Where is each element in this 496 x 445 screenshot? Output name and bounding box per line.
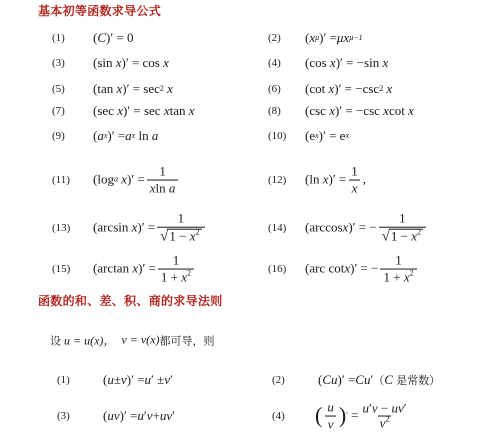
- formula-row-5: [0, 128, 496, 143]
- formula-row-8: [0, 252, 496, 285]
- formula-number: (14): [268, 222, 287, 234]
- rule-number: (3): [57, 410, 70, 422]
- section-title-derivative-rules: 函数的和、差、积、商的求导法则: [38, 294, 223, 308]
- formula-row-1: [0, 30, 496, 45]
- rule-row-1: [0, 372, 496, 387]
- formula-number: (3): [52, 57, 65, 69]
- formula-sec: (sec x )′ = sec x tan x: [93, 103, 195, 118]
- formula-power: ( x μ )′ = μx μ−1: [305, 30, 363, 45]
- formula-number: (12): [268, 174, 287, 186]
- formula-number: (8): [268, 105, 281, 117]
- formula-number: (4): [268, 57, 281, 69]
- rule-constant-multiple: ( Cu )′ = Cu ′ （ C 是常数）: [318, 372, 441, 387]
- intro-suffix: 都可导，则: [159, 334, 215, 347]
- formula-row-3: [0, 81, 496, 96]
- formula-cos: (cos x )′ = −sin x: [305, 55, 389, 70]
- formula-arctan: (arctan x )′ = $\frac{1}{1 + x^2}$: [93, 254, 196, 285]
- formula-tan: (tan x )′ = sec 2 x: [93, 81, 173, 96]
- intro-u-definition: u = u(x)，: [64, 333, 116, 348]
- rule-note-text: 是常数）: [396, 374, 441, 387]
- rule-note-open: （: [373, 374, 385, 387]
- rule-row-2: [0, 399, 496, 432]
- rule-number: (4): [272, 410, 285, 422]
- formula-number: (11): [52, 174, 70, 186]
- intro-prefix: 设: [50, 334, 61, 347]
- intro-text: [50, 332, 215, 349]
- rule-number: (1): [57, 374, 70, 386]
- formula-row-2: [0, 55, 496, 70]
- formula-number: (16): [268, 263, 287, 275]
- formula-number: (6): [268, 83, 281, 95]
- rule-sum-difference: ( u ± v )′ = u ′ ± v ′: [103, 372, 173, 387]
- formula-logarithm: (log a x )′ = $\frac{1}{\text{xln a}}$: [93, 165, 180, 196]
- rule-quotient: ( $\frac{u}{v}$ ) ′ = $\frac{u'v - uv'}{v^2}$: [315, 399, 407, 432]
- formula-row-6: [0, 163, 496, 196]
- formula-number: (15): [52, 263, 71, 275]
- intro-v-definition: v = v(x): [121, 332, 160, 347]
- formula-natural-exponential: (e x )′ = e x: [305, 128, 350, 143]
- formula-arcsin: (arcsin x )′ = 1 √ $1 - x^2$: [93, 212, 207, 245]
- formula-sin: (sin x )′ = cos x: [93, 55, 169, 70]
- rule-note-c: C: [384, 372, 393, 387]
- formula-number: (13): [52, 222, 71, 234]
- formula-row-4: [0, 103, 496, 118]
- formula-number: (5): [52, 83, 65, 95]
- section-title-basic-derivatives: 基本初等函数求导公式: [38, 4, 162, 18]
- rule-number: (2): [272, 374, 285, 386]
- formula-cot: (cot x )′ = −csc 2 x: [305, 81, 393, 96]
- formula-number: (2): [268, 32, 281, 44]
- formula-row-7: [0, 210, 496, 245]
- formula-exponential: ( a x )′ = a x ln a: [93, 128, 159, 143]
- formula-natural-log: (ln x )′ = $\frac{1}{x}$ ,: [305, 163, 366, 196]
- formula-number: (7): [52, 105, 65, 117]
- rules-intro: [0, 332, 496, 348]
- formula-number: (10): [268, 130, 287, 142]
- formula-number: (9): [52, 130, 65, 142]
- formula-arccot: (arc cot x )′ = − $\frac{1}{1 + x^2}$: [305, 254, 419, 285]
- formula-constant: ( C )′ = 0: [93, 30, 134, 45]
- formula-number: (1): [52, 32, 65, 44]
- formula-arccos: (arccos x )′ = − 1 √ $1 - x^2$: [305, 212, 428, 245]
- formula-csc: (csc x )′ = −csc x cot x: [305, 103, 414, 118]
- rule-product: ( uv )′ = u ′ v + uv ′: [103, 408, 175, 423]
